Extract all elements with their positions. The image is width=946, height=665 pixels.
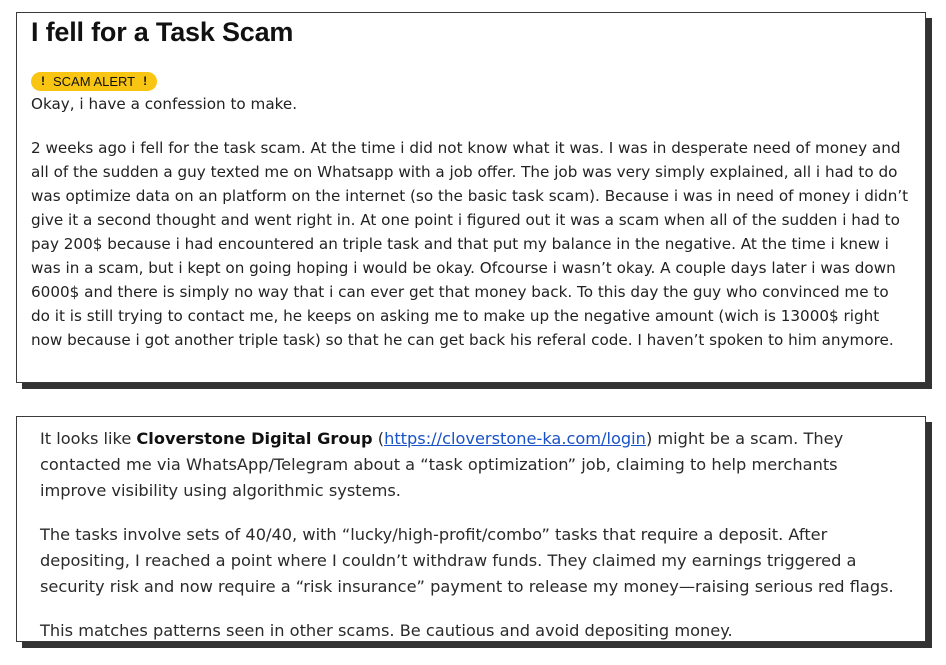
comment-text: (: [372, 429, 385, 448]
post-title: I fell for a Task Scam: [31, 17, 294, 47]
comment-paragraph: The tasks involve sets of 40/40, with “lucky/high-profit/combo” tasks that require a deposit. After depositing, I reached a point where I couldn’t withdraw funds. They claimed my earnings triggered a security risk and now require a “risk insurance” payment to release my money—raising serious red flags.: [40, 525, 894, 596]
company-name: Cloverstone Digital Group: [136, 429, 373, 448]
badge-label: SCAM ALERT: [53, 74, 136, 89]
scam-site-link[interactable]: https://cloverstone-ka.com/login: [384, 429, 646, 448]
scam-alert-badge[interactable]: [31, 72, 157, 91]
post-intro: Okay, i have a confession to make.: [31, 95, 298, 113]
comment-text: ) might be a scam. They contacted me via WhatsApp/Telegram about a “task optimization” job, claiming to help merchants improve visibility using algorithmic systems.: [40, 429, 844, 500]
comment-card: [16, 416, 926, 642]
comment-paragraph: [40, 426, 902, 504]
comment-text: It looks like: [40, 429, 137, 448]
warning-icon: !: [41, 74, 45, 88]
post-card: [16, 12, 926, 383]
comment-paragraph: This matches patterns seen in other scams. Be cautious and avoid depositing money.: [40, 621, 733, 640]
warning-icon: !: [143, 74, 148, 88]
post-body: 2 weeks ago i fell for the task scam. At the time i did not know what it was. I was in desperate need of money and all of the sudden a guy texted me on Whatsapp with a job offer. The job was very simply explained, all i had to do was optimize data on an platform on the internet (so the basic task scam). Because i was in need of money i didn’t give it a second thought and went right in. At one point i figured out it was a scam when all of the sudden i had to pay 200$ because i had encountered an triple task and that put my balance in the negative. At the time i knew i was in a scam, but i kept on going hoping i would be okay. Ofcourse i wasn’t okay. A couple days later i was down 6000$ and there is simply no way that i can ever get that money back. To this day the guy who convinced me to do it is still trying to contact me, he keeps on asking me to make up the negative amount (wich is 13000$ right now because i got another triple task) so that he can get back his referal code. I haven’t spoken to him anymore.: [31, 139, 909, 349]
